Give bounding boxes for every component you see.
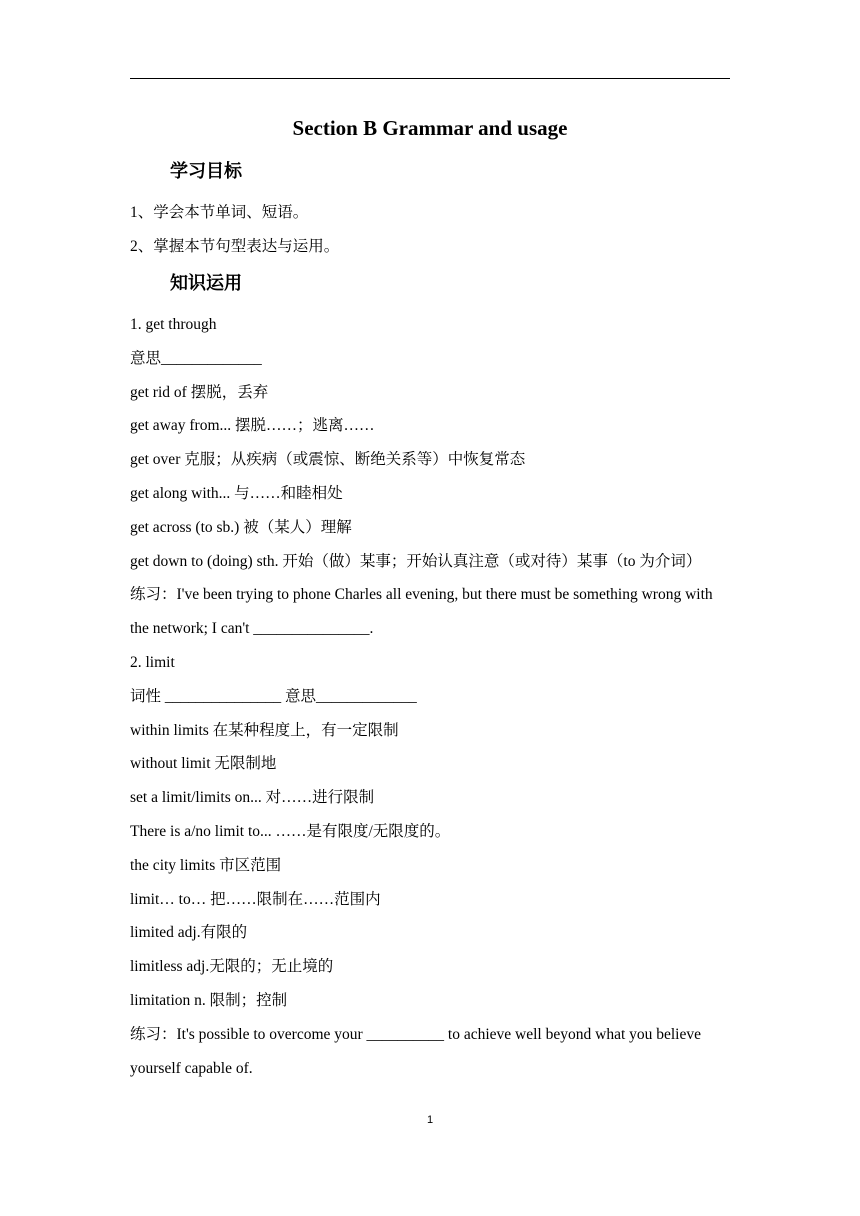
item1-exercise: 练习：I've been trying to phone Charles all evening, but there must be something wrong with the network; I can't _______________. [130,586,713,638]
phrase-line: There is a/no limit to... ……是有限度/无限度的。 [130,822,451,840]
item2-exercise: 练习：It's possible to overcome your __________ to achieve well beyond what you believe yourself capable of. [130,1025,702,1077]
page-title: Section B Grammar and usage [292,116,568,140]
page-number: 1 [426,1114,434,1126]
phrase-line: get rid of 摆脱，丢弃 [130,383,269,401]
item1-meaning: 意思_____________ [130,349,262,367]
item1-title: 1. get through [130,316,217,333]
practice-heading: 知识运用 [170,273,242,294]
phrase-line: limited adj.有限的 [130,924,248,942]
phrase-line: limit… to… 把……限制在……范围内 [130,890,381,908]
phrase-line: within limits 在某种程度上，有一定限制 [130,721,399,739]
phrase-line: limitless adj.无限的；无止境的 [130,958,334,976]
phrase-line: get along with... 与……和睦相处 [130,484,343,502]
header-rule [130,78,730,79]
item2-pos-meaning: 词性 _______________ 意思_____________ [130,687,417,705]
phrase-line: without limit 无限制地 [130,755,277,773]
goals-heading: 学习目标 [170,161,242,182]
phrase-line: limitation n. 限制；控制 [130,991,288,1009]
goal-item: 2、掌握本节句型表达与运用。 [130,237,340,255]
goals-list [130,196,730,264]
phrase-line: get away from... 摆脱……；逃离…… [130,417,375,435]
phrase-line: get over 克服；从疾病（或震惊、断绝关系等）中恢复常态 [130,451,526,469]
goal-item: 1、学会本节单词、短语。 [130,204,309,221]
phrase-line: get across (to sb.) 被（某人）理解 [130,518,352,536]
phrase-line: the city limits 市区范围 [130,856,282,874]
item2-title: 2. limit [130,653,175,671]
practice-content [130,308,730,1085]
phrase-line: set a limit/limits on... 对……进行限制 [130,789,375,807]
phrase-line: get down to (doing) sth. 开始（做）某事；开始认真注意（或对待）某事（to 为介词） [130,552,702,570]
